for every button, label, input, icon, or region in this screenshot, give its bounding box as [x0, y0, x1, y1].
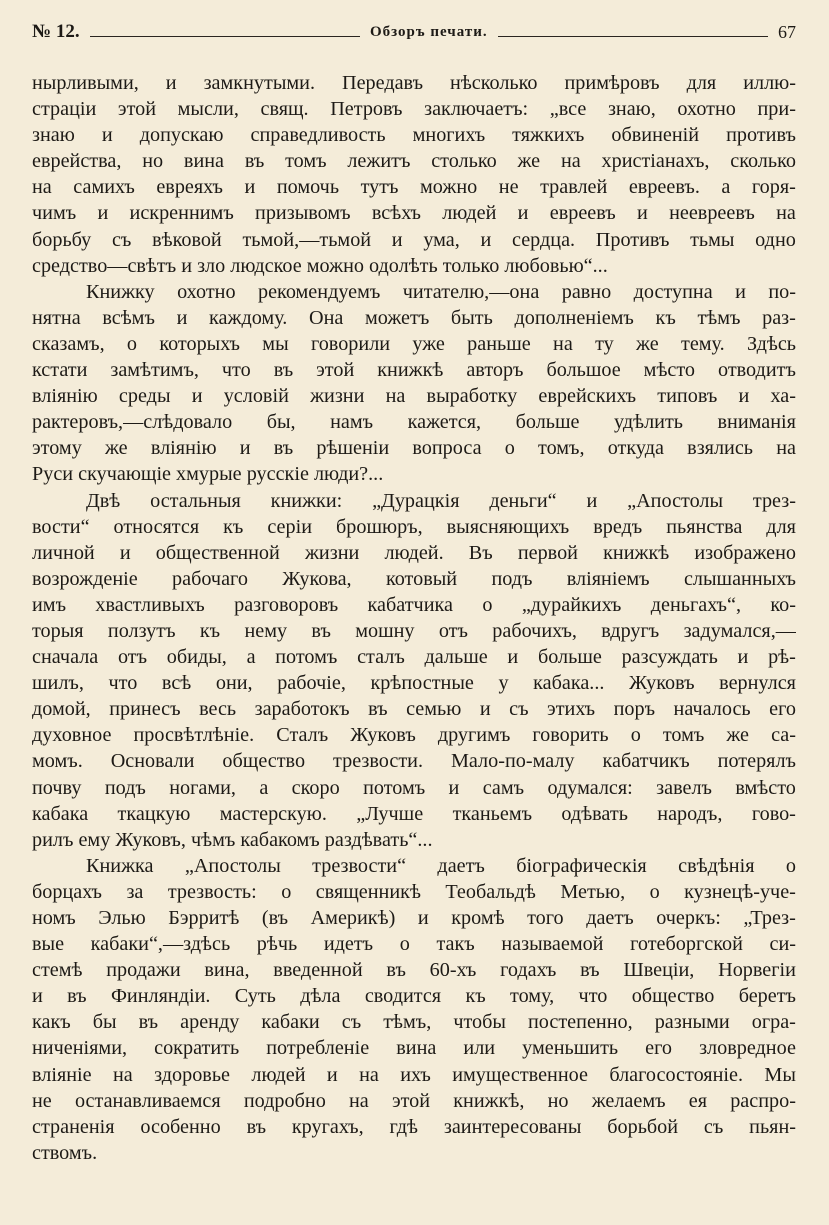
text-line: вые кабаки“,—здѣсь рѣчь идетъ о такъ называемой готеборгской си- [32, 933, 796, 956]
text-line: номъ Элью Бэрритѣ (въ Америкѣ) и кромѣ того даетъ очеркъ: „Трез- [32, 907, 796, 929]
text-line: Двѣ остальныя книжки: „Дурацкія деньги“ и „Апостолы трез- [86, 489, 796, 512]
running-header [32, 18, 796, 46]
text-line: ствомъ. [32, 1141, 98, 1164]
article-body [32, 70, 796, 1166]
text-line: возрожденіе рабочаго Жукова, котовый подъ вліяніемъ слышанныхъ [32, 567, 796, 590]
text-line: личной и общественной жизни людей. Въ первой книжкѣ изображено [32, 541, 796, 564]
text-line: и въ Финляндіи. Суть дѣла сводится къ тому, что общество беретъ [32, 985, 796, 1008]
text-line: этому же вліянію и въ рѣшеніи вопроса о томъ, откуда взялись на [32, 437, 796, 460]
text-line: сказамъ, о которыхъ мы говорили уже раньше на ту же тему. Здѣсь [32, 332, 796, 355]
text-line: еврейства, но вина въ томъ лежитъ столько же на христіанахъ, сколько [32, 150, 796, 173]
text-line: знаю и допускаю справедливость многихъ тяжкихъ обвиненій противъ [32, 124, 796, 147]
text-line: вости“ относятся къ серіи брошюръ, выясняющихъ вредъ пьянства для [32, 515, 796, 538]
section-title: Обзоръ печати. [369, 23, 488, 40]
page-number: 67 [778, 21, 796, 42]
issue-number: № 12. [32, 21, 80, 42]
text-line: средство—свѣтъ и зло людское можно одолѣть только любовью“... [32, 254, 608, 277]
text-line: шилъ, что всѣ они, рабочіе, крѣпостные у кабака... Жуковъ вернулся [32, 672, 796, 695]
text-line: стемѣ продажи вина, введенной въ 60-хъ годахъ въ Швеціи, Норвегіи [32, 959, 796, 982]
text-line: кабака ткацкую мастерскую. „Лучше тканьемъ одѣвать народъ, гово- [32, 802, 796, 825]
header-rule-right [498, 36, 768, 37]
text-line: Руси скучающіе хмурые русскіе люди?... [32, 463, 384, 486]
text-line: рактеровъ,—слѣдовало бы, намъ кажется, больше удѣлить вниманія [32, 411, 796, 434]
text-line: нятна всѣмъ и каждому. Она можетъ быть дополненіемъ къ тѣмъ раз- [32, 306, 796, 329]
text-line: Книжку охотно рекомендуемъ читателю,—она равно доступна и по- [86, 280, 796, 303]
text-line: момъ. Основали общество трезвости. Мало-по-малу кабатчикъ потерялъ [32, 750, 796, 773]
text-line: страціи этой мысли, свящ. Петровъ заключаетъ: „все знаю, охотно при- [32, 98, 796, 121]
text-line: вліяніе на здоровье людей и на ихъ имущественное благосостояніе. Мы [32, 1063, 796, 1086]
text-line: имъ хвастливыхъ разговоровъ кабатчика о „дурайкихъ деньгахъ“, ко- [32, 593, 796, 616]
text-line: сначала отъ обиды, а потомъ сталъ дальше и больше разсуждать и рѣ- [32, 646, 796, 669]
text-line: духовное просвѣтлѣніе. Сталъ Жуковъ другимъ говорить о томъ же са- [32, 724, 796, 747]
text-line: почву подъ ногами, а скоро потомъ и самъ одумался: завелъ вмѣсто [32, 776, 796, 799]
text-line: не останавливаемся подробно на этой книжкѣ, но желаемъ ея распро- [32, 1089, 796, 1112]
text-line: нырливыми, и замкнутыми. Передавъ нѣсколько примѣровъ для иллю- [32, 72, 796, 94]
text-line: на самихъ евреяхъ и помочь тутъ можно не травлей евреевъ. а горя- [32, 176, 796, 199]
text-line: кстати замѣтимъ, что въ этой книжкѣ авторъ большое мѣсто отводитъ [32, 359, 796, 382]
text-line: страненія особенно въ кругахъ, гдѣ заинтересованы борьбой съ пьян- [32, 1115, 796, 1138]
text-line: борцахъ за трезвость: о священникѣ Теобальдѣ Метью, о кузнецѣ-уче- [32, 880, 796, 903]
text-line: какъ бы въ аренду кабаки съ тѣмъ, чтобы постепенно, разными огра- [32, 1011, 796, 1034]
text-line: вліянію среды и условій жизни на выработку еврейскихъ типовъ и ха- [32, 385, 796, 408]
text-line: торыя ползутъ къ нему въ мошну отъ рабочихъ, вдругъ задумался,— [32, 619, 796, 642]
text-line: домой, принесъ весь заработокъ въ семью и съ этихъ поръ началось его [32, 698, 796, 721]
header-rule-left [90, 36, 360, 37]
text-line: ниченіями, сократить потребленіе вина или уменьшить его зловредное [32, 1037, 796, 1060]
text-line: рилъ ему Жуковъ, чѣмъ кабакомъ раздѣвать“... [32, 828, 433, 851]
text-line: борьбу съ вѣковой тьмой,—тьмой и ума, и сердца. Противъ тьмы одно [32, 228, 796, 251]
text-line: чимъ и искреннимъ призывомъ всѣхъ людей и евреевъ и неевреевъ на [32, 202, 796, 225]
text-line: Книжка „Апостолы трезвости“ даетъ біографическія свѣдѣнія о [86, 854, 796, 877]
